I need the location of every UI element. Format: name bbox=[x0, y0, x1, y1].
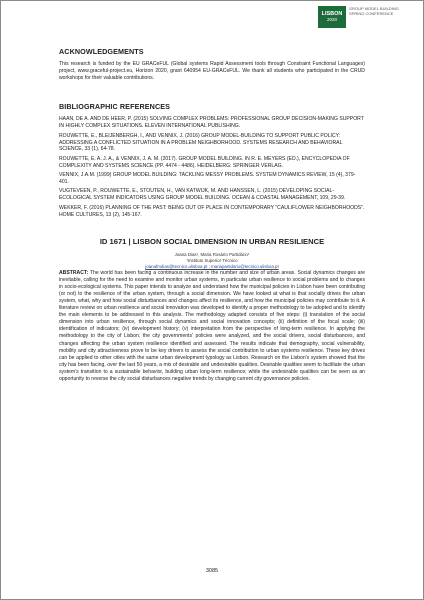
reference-item: HAAN, DE A. AND DE HEER, P. (2015) SOLVING COMPLEX PROBLEMS: PROFESSIONAL GROUP DECISION-MAKING SUPPORT IN HIGHLY COMPLEX SITUATIONS. ELEVEN INTERNATIONAL PUBLISHING. bbox=[59, 116, 364, 130]
page-content bbox=[59, 47, 365, 383]
abstract-paragraph bbox=[59, 270, 365, 384]
reference-item: ROUWETTE, E. A. J. A., & VENNIX, J. A. M. (2017). GROUP MODEL BUILDING. IN R. E. MEYERS (ED.), ENCYCLOPEDIA OF COMPLEXITY AND SYSTEMS SCIENCE (PP. 4474 - 4486). HEIDELBERG: SPRINGER VERLAG. bbox=[59, 155, 350, 169]
conference-logo bbox=[318, 6, 411, 28]
acknowledgements-section bbox=[59, 47, 365, 82]
logo-text: GROUP MODEL BUILDING SPRING CONFERENCE bbox=[349, 6, 399, 16]
abstract-text: The world has been facing a continuous increase in the number and size of urban areas. Social dynamics changes are inevitable, calling for the need to examine and monitor urban systems, in particular urban resilience to social problems and to changes in socio-ecological systems. This paper intends to analyze and understand how the municipal policies in Lisbon have been contributing (or not) to the resilience of the urban system, through a social dimension. We have looked at what is that socially drives the urban system, what, why and how social disturbances and changes affect its resilience, and how the municipal policies may contribute to it. A literature review on urban resilience and social innovation was developed to identify a proper methodology to be adopted and to identify the main elements to be addressed in this analysis. The methodology adapted consists of five steps: (i) translation of the social dimension into urban resilience, through social dynamics and social innovation concepts; (ii) definition of the focal scale; (iii) identification of indicators; (iv) development history; (v) interpretation from the perspective of long-term resilience. In applying the methodology to the city of Lisbon, the city governments' policies were analyzed, and the social drivers, social disturbances, and changes affecting the urban system resilience identified and assessed. The results indicate that demography, social vulnerability, mobility and city attractiveness prove to be key drivers to assess the social contribution to urban systems resilience. These key drives can be applied to other cities with the same urban development typology as Lisbon. Research on the Lisbon's system showed that the city has been facing, over the last 50 years, a mix of desirable and undesirable qualities. Desirable qualities seem to facilitate the urban system's transition to a sustainable behavior, building urban long-term resilience; while the undesirable qualities can be seen as an opportunity to reverse the city social disturbances negative trends by changing current city governance policies. bbox=[59, 269, 365, 382]
reference-item: VUGTEVEEN, P., ROUWETTE, E., STOUTEN, H., VAN KATWIJK, M. AND HANSSEN, L. (2015) DEVELOPING SOCIAL-ECOLOGICAL SYSTEM INDICATORS USING GROUP MODEL BUILDING. OCEAN & COASTAL MANAGEMENT, 109, 29-39. bbox=[59, 188, 346, 202]
logo-badge-line2: 2020 bbox=[326, 17, 337, 22]
author-emails[interactable]: joanafmdias@tecnico.ulisboa.pt ; mariapartidario@tecnico.ulisboa.pt bbox=[145, 263, 279, 269]
logo-badge-line1: LISBON bbox=[321, 11, 343, 17]
author-names: Joana Dias¹, Maria Rosário Partidário¹ bbox=[174, 251, 250, 257]
abstract-label: ABSTRACT: bbox=[59, 269, 89, 276]
logo-badge bbox=[318, 6, 346, 28]
acknowledgements-heading: ACKNOWLEDGEMENTS bbox=[59, 47, 144, 56]
acknowledgements-text: This research is funded by the EU GRACeFUL (Global systems Rapid Assessment tools through Constraint Functional Languages) project, www.graceful-project.eu, Horizon 2020, grant 640954 EU-GRACeFUL. We thank all students who participated in the CRUD workshops for their valuable contributions. bbox=[59, 61, 365, 82]
author-affiliation: ¹Instituto Superior Técnico bbox=[186, 257, 238, 263]
references-heading: BIBLIOGRAPHIC REFERENCES bbox=[59, 102, 171, 112]
reference-item: ROUWETTE, E., BLEIJENBERGH, I., AND VENNIX, J. (2016) GROUP MODEL-BUILDING TO SUPPORT PUBLIC POLICY: ADDRESSING A CONFLICTED SITUATION IN A PROBLEM NEIGHBORHOOD. SYSTEMS RESEARCH AND BEHAVIORAL SCIENCE, 33 (1), 64-78. bbox=[59, 132, 343, 153]
reference-item: WEKKER, F. (2016) PLANNING OF THE PAST: BEING OUT OF PLACE IN CONTEMPORARY "CAULIFLOWER NEIGHBORHOODS". HOME CULTURES, 13 (2), 145-167. bbox=[59, 204, 365, 218]
paper-title: ID 1671 | LISBON SOCIAL DIMENSION IN URBAN RESILIENCE bbox=[99, 236, 325, 246]
author-block bbox=[59, 252, 365, 270]
page-number: 3085 bbox=[205, 568, 219, 574]
reference-item: VENNIX, J.A.M. (1999) GROUP MODEL BUILDING: TACKLING MESSY PROBLEMS. SYSTEM DYNAMICS REVIEW, 15 (4), 379-401. bbox=[59, 172, 356, 186]
references-section bbox=[59, 102, 365, 218]
